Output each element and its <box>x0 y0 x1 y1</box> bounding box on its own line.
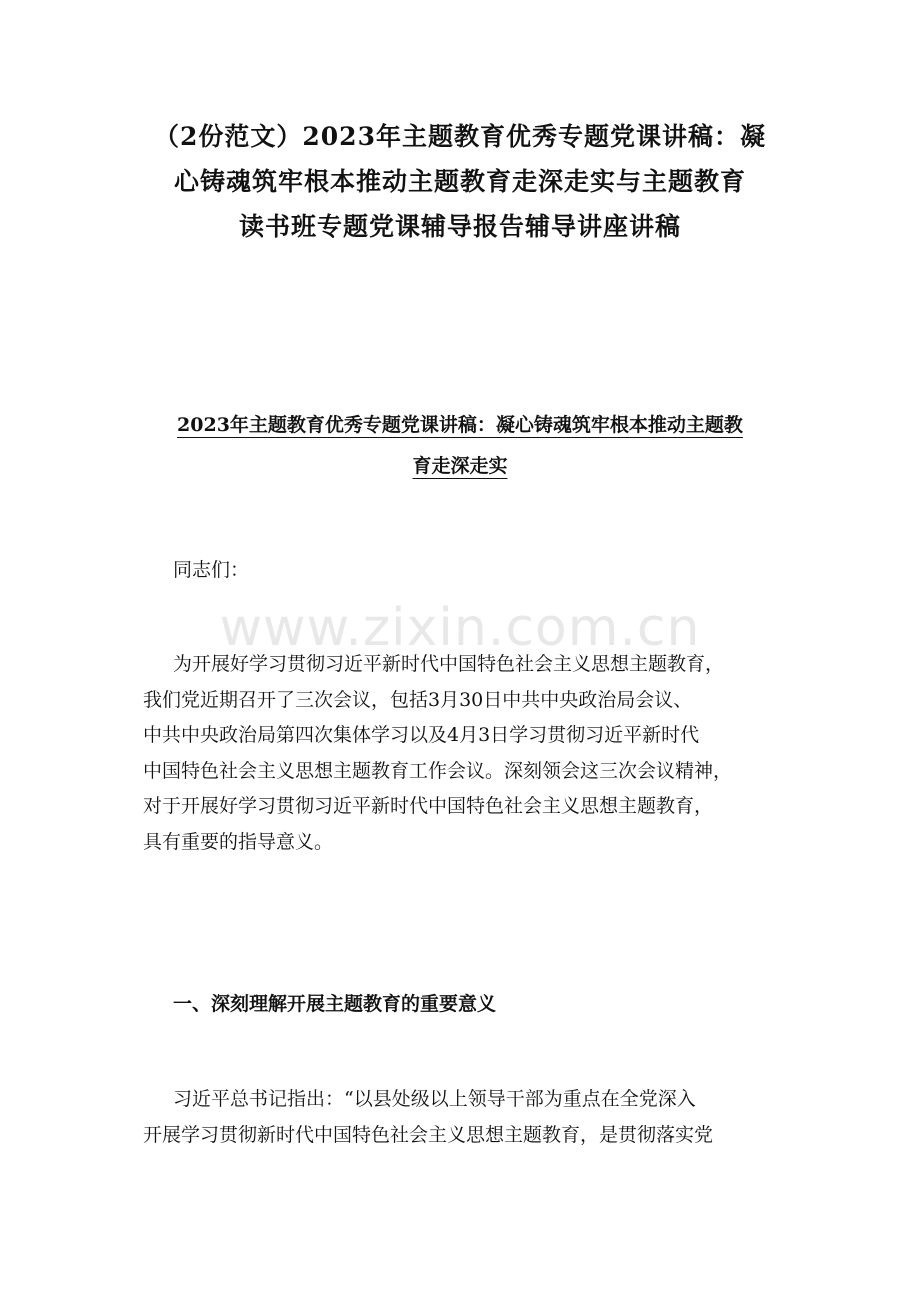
quote-paragraph <box>143 1082 803 1153</box>
paragraph-line: 对于开展好学习贯彻习近平新时代中国特色社会主义思想主题教育， <box>143 795 714 817</box>
section-title-line: 育走深走实 <box>412 455 508 477</box>
greeting: 同志们： <box>173 559 250 581</box>
intro-paragraph <box>143 647 803 860</box>
section-title-line: 2023年主题教育优秀专题党课讲稿：凝心铸魂筑牢根本推动主题教 <box>177 414 743 436</box>
document-title <box>120 114 800 249</box>
paragraph-line: 具有重要的指导意义。 <box>143 830 334 853</box>
paragraph-line: 习近平总书记指出：“以县处级以上领导干部为重点在全党深入 <box>173 1088 696 1110</box>
section-title <box>120 405 800 487</box>
paragraph-line: 开展学习贯彻新时代中国特色社会主义思想主题教育，是贯彻落实党 <box>143 1123 714 1146</box>
paragraph-line: 中共中央政治局第四次集体学习以及4月3日学习贯彻习近平新时代 <box>143 724 700 746</box>
title-line: 心铸魂筑牢根本推动主题教育走深走实与主题教育 <box>173 167 746 196</box>
watermark: www.zixin.com.cn <box>219 598 701 658</box>
paragraph-line: 中国特色社会主义思想主题教育工作会议。深刻领会这三次会议精神， <box>143 759 733 782</box>
paragraph-line: 为开展好学习贯彻习近平新时代中国特色社会主义思想主题教育， <box>173 653 725 675</box>
title-line: （2份范文）2023年主题教育优秀专题党课讲稿：凝 <box>154 122 766 151</box>
paragraph-line: 我们党近期召开了三次会议，包括3月30日中共中央政治局会议、 <box>143 688 693 711</box>
title-line: 读书班专题党课辅导报告辅导讲座讲稿 <box>238 212 681 241</box>
heading-section-1: 一、深刻理解开展主题教育的重要意义 <box>173 993 497 1015</box>
